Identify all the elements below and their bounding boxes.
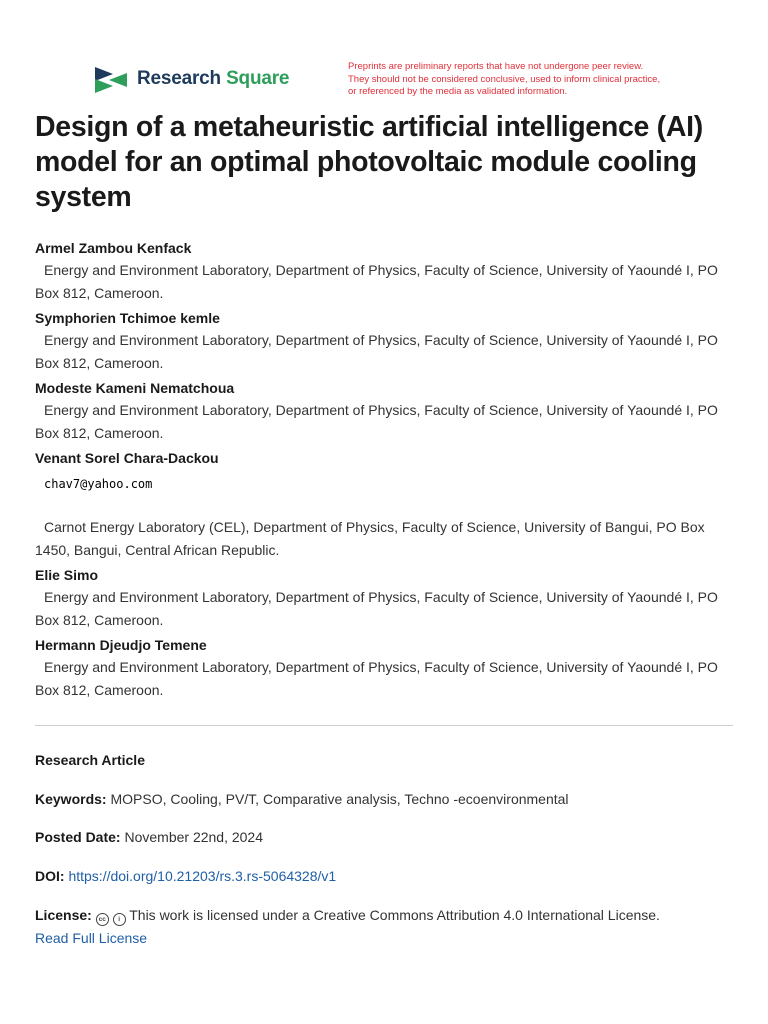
doi-link[interactable]: https://doi.org/10.21203/rs.3.rs-5064328/v1 [68,868,337,884]
author-entry [35,377,735,445]
logo-text [137,68,289,90]
keywords-value: MOPSO, Cooling, PV/T, Comparative analysis, Techno -ecoenvironmental [110,791,569,807]
doi [35,865,735,888]
notice-line: They should not be considered conclusive, used to inform clinical practice, [348,73,661,85]
preprint-notice [348,61,660,99]
keywords-label: Keywords: [35,791,107,807]
author-entry [35,237,735,305]
author-entry [35,447,735,562]
research-square-logo-icon [93,65,129,93]
creative-commons-icon: cc [96,913,109,926]
header [35,55,733,103]
author-affiliation: Energy and Environment Laboratory, Department of Physics, Faculty of Science, University of Yaoundé I, PO Box 812, Cameroon. [35,659,718,698]
logo-word-square: Square [226,68,290,89]
author-email[interactable]: chav7@yahoo.com [44,477,153,491]
author-name: Armel Zambou Kenfack [35,240,192,256]
author-affiliation: Carnot Energy Laboratory (CEL), Department of Physics, Faculty of Science, University of Bangui, PO Box 1450, Bangui, Central African Republic. [35,519,705,558]
posted-date-label: Posted Date: [35,829,121,845]
posted-date-value: November 22nd, 2024 [124,829,264,845]
section-divider [35,725,733,726]
keywords [35,788,735,811]
paper-title: Design of a metaheuristic artificial intelligence (AI) model for an optimal photovoltaic module cooling system [35,111,703,213]
notice-line: Preprints are preliminary reports that have not undergone peer review. [348,61,644,72]
article-type [35,749,735,772]
author-name: Symphorien Tchimoe kemle [35,310,220,326]
author-affiliation: Energy and Environment Laboratory, Department of Physics, Faculty of Science, University of Yaoundé I, PO Box 812, Cameroon. [35,262,718,301]
author-list [35,236,735,704]
author-name: Elie Simo [35,567,99,583]
license-label: License: [35,907,92,923]
author-affiliation: Energy and Environment Laboratory, Department of Physics, Faculty of Science, University of Yaoundé I, PO Box 812, Cameroon. [35,402,718,441]
license [35,904,735,950]
attribution-icon: i [113,913,126,926]
notice-line: or referenced by the media as validated information. [348,86,568,97]
read-full-license-link[interactable]: Read Full License [35,930,148,946]
logo-word-research: Research [137,68,221,89]
research-square-logo[interactable] [93,65,289,93]
author-name: Hermann Djeudjo Temene [35,637,207,653]
license-text: This work is licensed under a Creative Commons Attribution 4.0 International License. [129,907,660,923]
article-type-label: Research Article [35,752,145,768]
author-name: Modeste Kameni Nematchoua [35,380,235,396]
author-entry [35,634,735,702]
author-affiliation: Energy and Environment Laboratory, Department of Physics, Faculty of Science, University of Yaoundé I, PO Box 812, Cameroon. [35,332,718,371]
doi-label: DOI: [35,868,65,884]
author-name: Venant Sorel Chara-Dackou [35,450,219,466]
author-entry [35,307,735,375]
author-affiliation: Energy and Environment Laboratory, Department of Physics, Faculty of Science, University of Yaoundé I, PO Box 812, Cameroon. [35,589,718,628]
author-entry [35,564,735,632]
posted-date [35,826,735,849]
